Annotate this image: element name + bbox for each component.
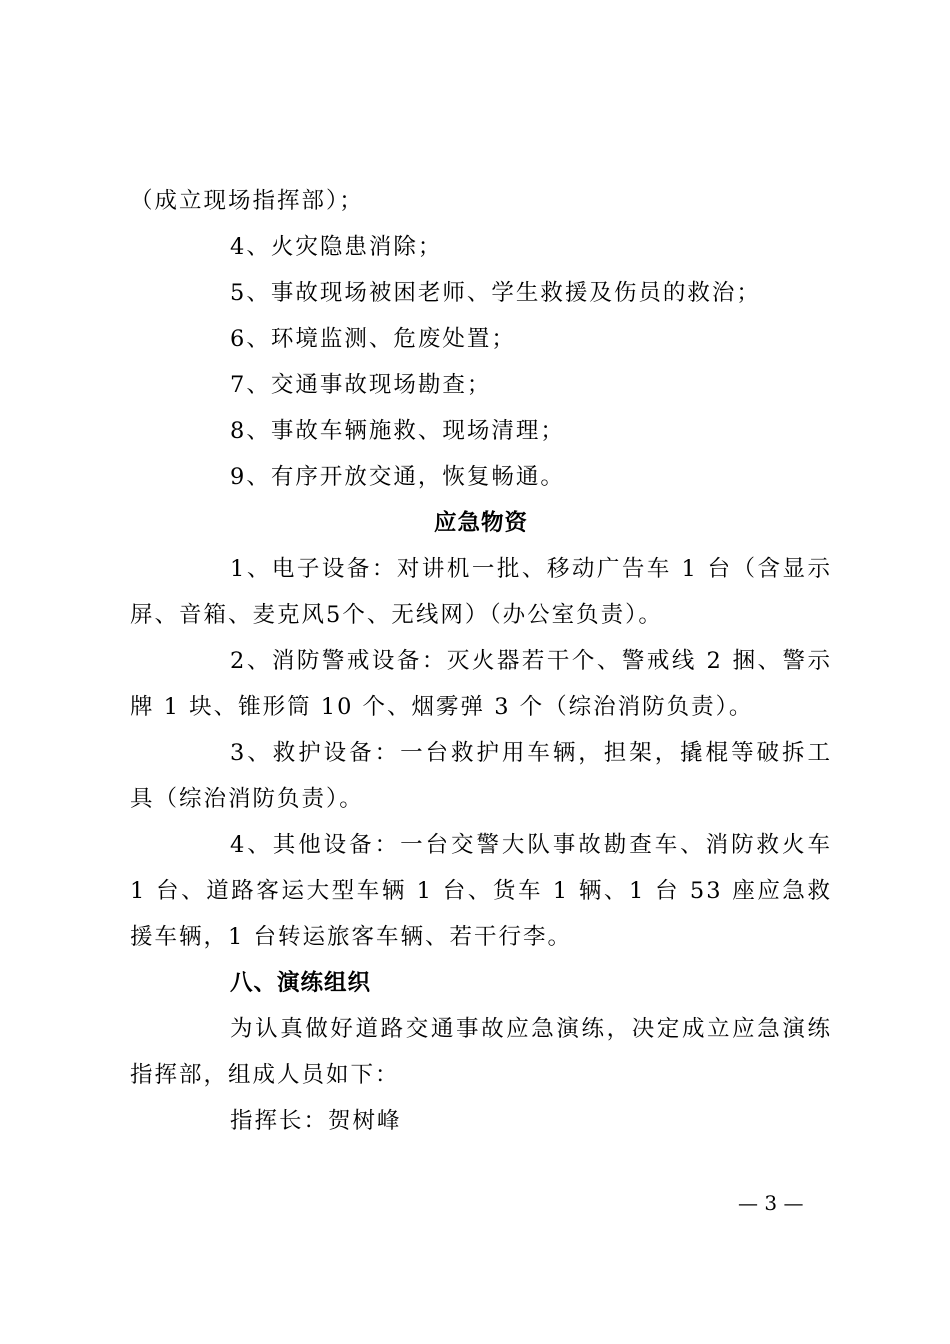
list-item-8: 8、事故车辆施救、现场清理； — [230, 418, 565, 444]
page-number: — 3 — — [738, 1191, 804, 1215]
document-body — [130, 178, 832, 1144]
list-item-5: 5、事故现场被困老师、学生救援及伤员的救治； — [230, 280, 761, 306]
materials-item-rescue: 3、救护设备：一台救护用车辆，担架，撬棍等破拆工具（综治消防负责）。 — [130, 740, 832, 812]
materials-item-electronic: 1、电子设备：对讲机一批、移动广告车 1 台（含显示屏、音箱、麦克风5个、无线网）（办公室负责）。 — [130, 556, 832, 628]
commander-line: 指挥长：贺树峰 — [230, 1108, 402, 1134]
materials-item-fire-safety: 2、消防警戒设备：灭火器若干个、警戒线 2 捆、警示牌 1 块、锥形筒 10 个、烟雾弹 3 个（综治消防负责）。 — [130, 648, 832, 720]
section-heading-organization: 八、演练组织 — [230, 970, 372, 996]
materials-heading: 应急物资 — [433, 510, 528, 536]
list-item-4: 4、火灾隐患消除； — [230, 234, 443, 260]
organization-paragraph: 为认真做好道路交通事故应急演练，决定成立应急演练指挥部，组成人员如下： — [130, 1016, 832, 1088]
list-item-9: 9、有序开放交通，恢复畅通。 — [230, 464, 565, 490]
list-item-7: 7、交通事故现场勘查； — [230, 372, 492, 398]
materials-item-other: 4、其他设备：一台交警大队事故勘查车、消防救火车 1 台、道路客运大型车辆 1 台、货车 1 辆、1 台 53 座应急救援车辆，1 台转运旅客车辆、若干行李。 — [130, 832, 832, 950]
list-item-6: 6、环境监测、危废处置； — [230, 326, 516, 352]
text-line-continuation: （成立现场指挥部）； — [130, 188, 364, 214]
